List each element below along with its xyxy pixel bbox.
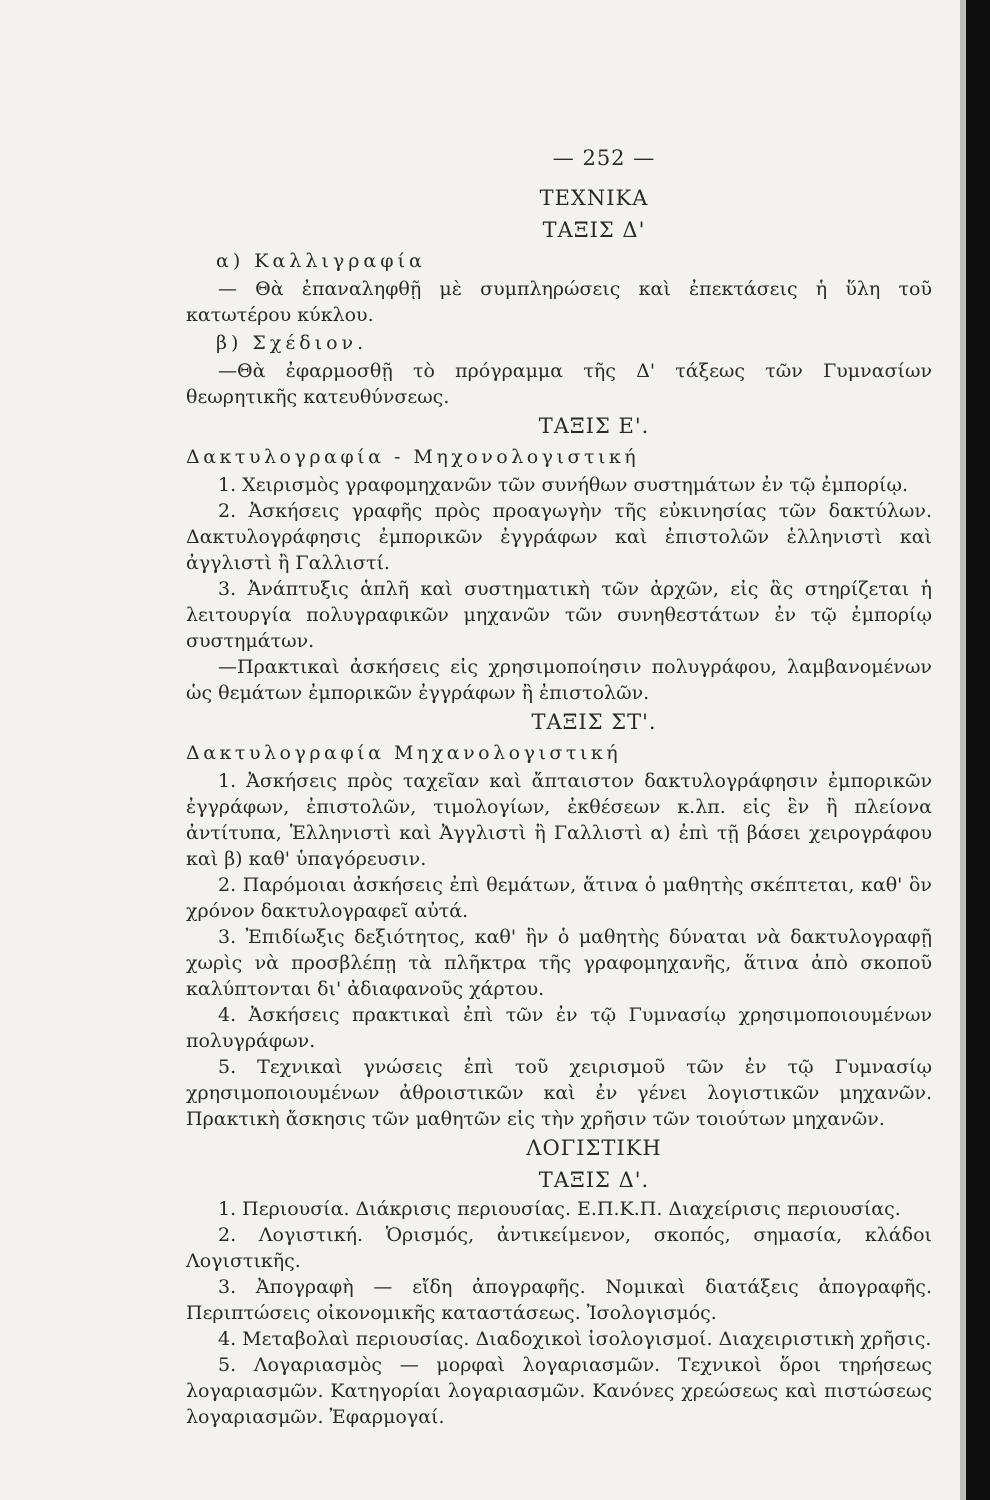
document-title: ΤΕΧΝΙΚΑ: [539, 186, 649, 210]
subject-subheading: β) Σχέδιον.: [216, 332, 368, 354]
page-number: — 252 —: [552, 146, 656, 170]
subject-subheading: Δακτυλογραφία - Μηχονολογιστική: [186, 446, 640, 468]
body-paragraph: 3. Ἐπιδίωξις δεξιότητος, καθ' ἣν ὁ μαθητὴς δύναται νὰ δακτυλογραφῇ χωρὶς νὰ προσβλέπῃ τὰ πλῆκτρα τῆς γραφομηχανῆς, ἅτινα ἀπὸ σκοποῦ καλύπτονται δι' ἀδιαφανοῦς χάρτου.: [186, 926, 932, 1000]
body-paragraph: 3. Ἀπογραφὴ — εἴδη ἀπογραφῆς. Νομικαὶ διατάξεις ἀπογραφῆς. Περιπτώσεις οἰκονομικῆς καταστάσεως. Ἰσολογισμός.: [186, 1276, 932, 1324]
body-paragraph: 4. Ἀσκήσεις πρακτικαὶ ἐπὶ τῶν ἐν τῷ Γυμνασίῳ χρησιμοποιουμένων πολυγράφων.: [186, 1004, 932, 1052]
body-paragraph: —Θὰ ἐφαρμοσθῇ τὸ πρόγραμμα τῆς Δ' τάξεως τῶν Γυμνασίων θεωρητικῆς κατευθύνσεως.: [186, 360, 932, 408]
body-paragraph: 3. Ἀνάπτυξις ἁπλῆ καὶ συστηματικὴ τῶν ἀρχῶν, εἰς ἃς στηρίζεται ἡ λειτουργία πολυγραφικῶν μηχανῶν τῶν συνηθεστάτων ἐν τῷ ἐμπορίῳ συστημάτων.: [186, 578, 932, 652]
scan-page-edge: [960, 0, 966, 1500]
section-heading: ΤΑΞΙΣ Ε'.: [538, 414, 650, 438]
document-body: [186, 214, 932, 1430]
document-page: [186, 146, 932, 1430]
body-paragraph: — Θὰ ἐπαναληφθῇ μὲ συμπληρώσεις καὶ ἐπεκτάσεις ἡ ὕλη τοῦ κατωτέρου κύκλου.: [186, 278, 932, 326]
body-paragraph: 2. Παρόμοιαι ἀσκήσεις ἐπὶ θεμάτων, ἅτινα ὁ μαθητὴς σκέπτεται, καθ' ὃν χρόνον δακτυλογραφεῖ αὐτά.: [186, 874, 932, 922]
body-paragraph: 1. Χειρισμὸς γραφομηχανῶν τῶν συνήθων συστημάτων ἐν τῷ ἐμπορίῳ.: [218, 474, 909, 496]
scan-black-edge: [966, 0, 990, 1500]
subject-subheading: α) Καλλιγραφία: [216, 250, 426, 272]
section-heading: ΤΑΞΙΣ Δ'.: [538, 1168, 650, 1192]
body-paragraph: 5. Λογαριασμὸς — μορφαὶ λογαριασμῶν. Τεχνικοὶ ὅροι τηρήσεως λογαριασμῶν. Κατηγορίαι λογαριασμῶν. Κανόνες χρεώσεως καὶ πιστώσεως λογαριασμῶν. Ἐφαρμογαί.: [186, 1354, 932, 1428]
body-paragraph: 1. Περιουσία. Διάκρισις περιουσίας. Ε.Π.Κ.Π. Διαχείρισις περιουσίας.: [218, 1198, 901, 1220]
section-heading: ΤΑΞΙΣ Δ': [542, 218, 646, 242]
body-paragraph: 2. Λογιστική. Ὁρισμός, ἀντικείμενον, σκοπός, σημασία, κλάδοι Λογιστικῆς.: [186, 1224, 932, 1272]
body-paragraph: 5. Τεχνικαὶ γνώσεις ἐπὶ τοῦ χειρισμοῦ τῶν ἐν τῷ Γυμνασίῳ χρησιμοποιουμένων ἀθροιστικῶν καὶ ἐν γένει λογιστικῶν μηχανῶν. Πρακτικὴ ἄσκησις τῶν μαθητῶν εἰς τὴν χρῆσιν τῶν τοιούτων μηχανῶν.: [186, 1056, 932, 1130]
body-paragraph: —Πρακτικαὶ ἀσκήσεις εἰς χρησιμοποίησιν πολυγράφου, λαμβανομένων ὡς θεμάτων ἐμπορικῶν ἐγγράφων ἢ ἐπιστολῶν.: [186, 656, 932, 704]
body-paragraph: 4. Μεταβολαὶ περιουσίας. Διαδοχικοὶ ἰσολογισμοί. Διαχειριστικὴ χρῆσις.: [218, 1328, 932, 1350]
body-paragraph: 1. Ἀσκήσεις πρὸς ταχεῖαν καὶ ἄπταιστον δακτυλογράφησιν ἐμπορικῶν ἐγγράφων, ἐπιστολῶν, τιμολογίων, ἐκθέσεων κ.λπ. εἰς ἓν ἢ πλείονα ἀντίτυπα, Ἑλληνιστὶ καὶ Ἀγγλιστὶ ἢ Γαλλιστὶ α) ἐπὶ τῇ βάσει χειρογράφου καὶ β) καθ' ὑπαγόρευσιν.: [186, 770, 932, 870]
body-paragraph: 2. Ἀσκήσεις γραφῆς πρὸς προαγωγὴν τῆς εὐκινησίας τῶν δακτύλων. Δακτυλογράφησις ἐμπορικῶν ἐγγράφων καὶ ἐπιστολῶν ἑλληνιστὶ καὶ ἀγγλιστὶ ἢ Γαλλιστί.: [186, 500, 932, 574]
section-heading: ΤΑΞΙΣ ΣΤ'.: [531, 710, 657, 734]
subject-subheading: Δακτυλογραφία Μηχανολογιστική: [186, 742, 622, 764]
section-heading: ΛΟΓΙΣΤΙΚΗ: [526, 1136, 662, 1160]
